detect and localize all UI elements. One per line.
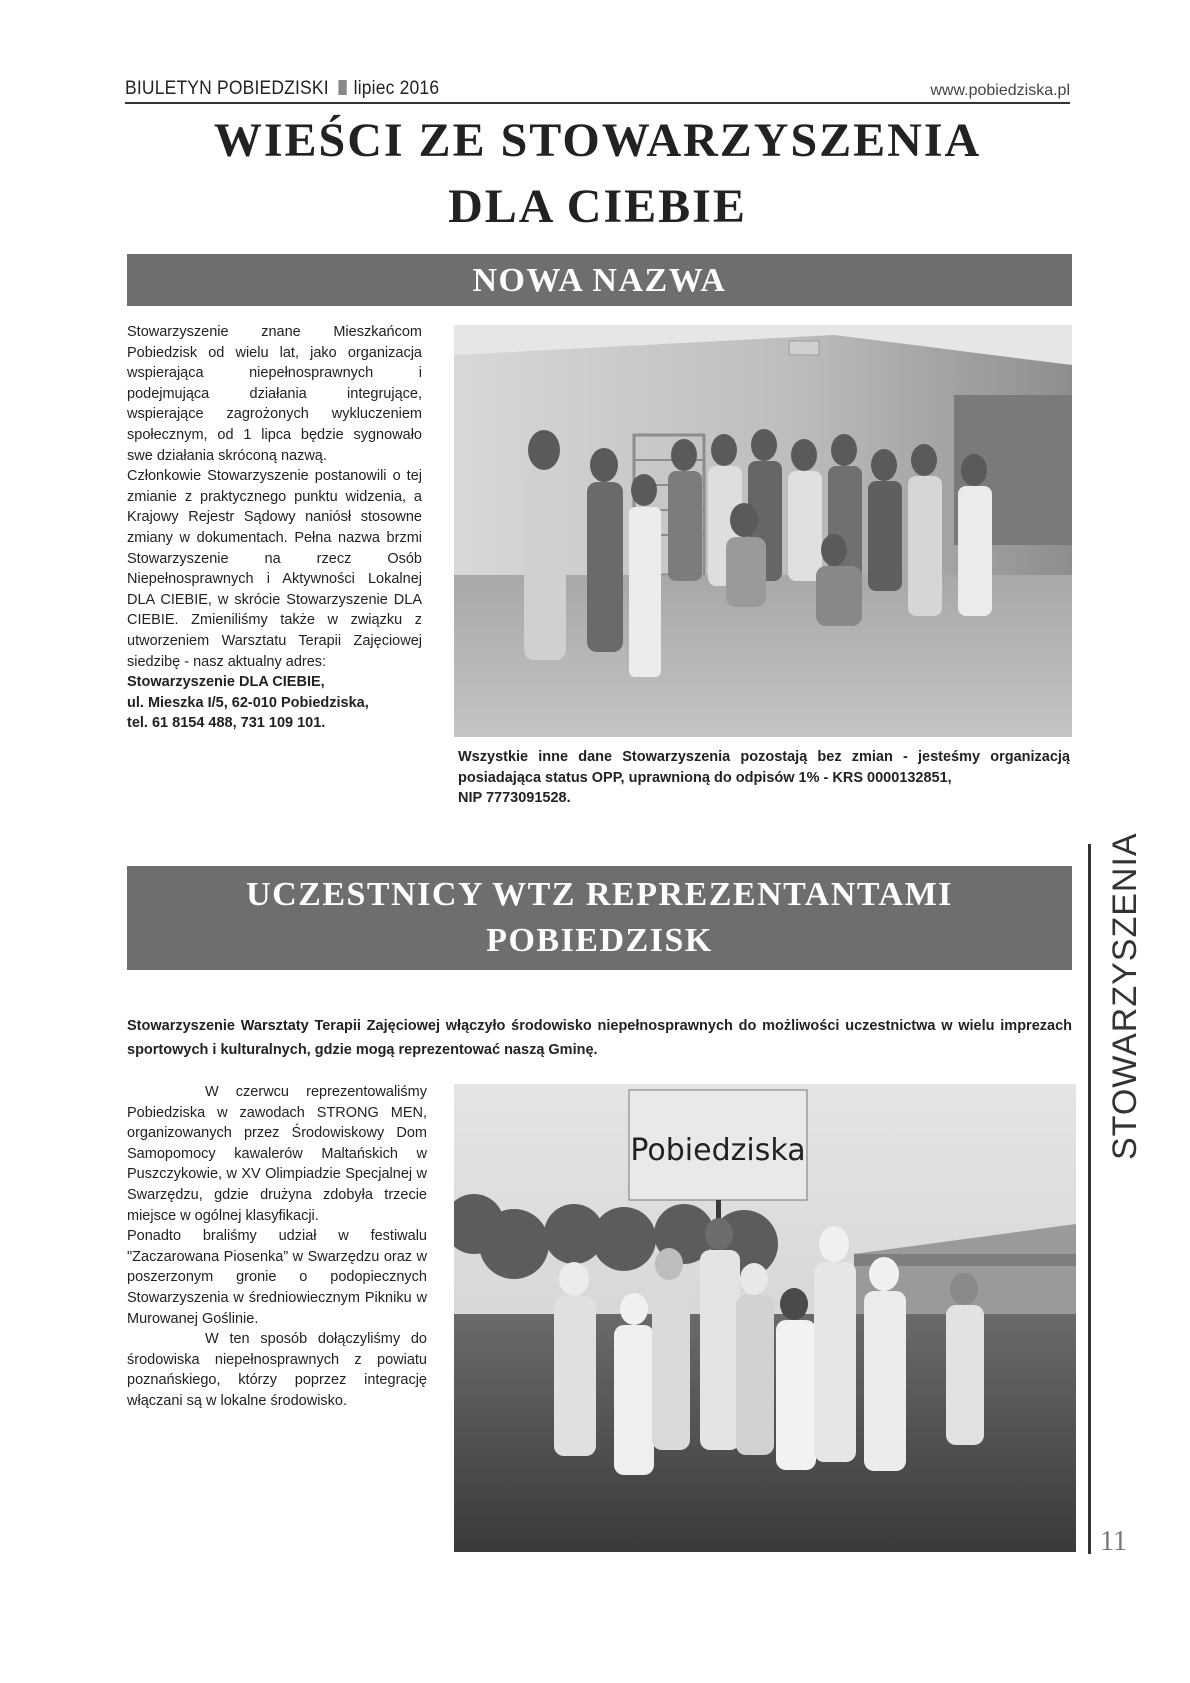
section2-paragraph: W ten sposób dołączyliśmy do środowiska niepełnosprawnych z powiatu poznańskiego, którzy poprzez integrację włączani są w lokalne środowisko.	[127, 1331, 427, 1409]
section2-paragraph: W czerwcu reprezentowaliśmy Pobiedziska w zawodach STRONG MEN, organizowanych przez Środowiskowy Dom Samopomocy kawalerów Maltańskich w Puszczykowie, w XV Olimpiadzie Specjalnej w Swarzędzu, gdzie drużyna zdobyła trzecie miejsce w ogólnej klasyfikacji.	[127, 1084, 427, 1224]
address-line: ul. Mieszka I/5, 62-010 Pobiedziska,	[127, 694, 369, 711]
caption-line: Wszystkie inne dane Stowarzyszenia pozostają bez zmian - jesteśmy organizacją posiadająca status OPP, uprawnioną do odpisów 1% - KRS 0000132851,	[458, 749, 1070, 786]
website-link[interactable]: www.pobiedziska.pl	[930, 82, 1070, 99]
section1-paragraph: Stowarzyszenie znane Mieszkańcom Pobiedzisk od wielu lat, jako organizacja wspierająca niepełnosprawnych i podejmująca działania integrujące, wspierające zagrożonych wykluczeniem społecznym, od 1 lipca będzie sygnowało swe działania skróconą nazwą.	[127, 324, 422, 464]
page-title-line-1: WIEŚCI ZE STOWARZYSZENIA	[213, 114, 982, 167]
section1-body	[127, 322, 422, 734]
photo-caption	[458, 747, 1070, 809]
section2-lead: Stowarzyszenie Warsztaty Terapii Zajęciowej włączyło środowisko niepełnosprawnych do możliwości uczestnictwa w wielu imprezach sportowych i kulturalnych, gdzie mogą reprezentować naszą Gminę.	[127, 1018, 1072, 1058]
section2-paragraph: Ponadto braliśmy udział w festiwalu "Zaczarowana Piosenka” w Swarzędzu oraz w poszerzonym gronie o podopiecznych Stowarzyszenia w średniowiecznym Pikniku w Murowanej Goślinie.	[127, 1228, 427, 1327]
group-photo-indoor	[454, 325, 1072, 737]
team-photo-outdoor	[454, 1084, 1076, 1552]
address-line: Stowarzyszenie DLA CIEBIE,	[127, 674, 325, 691]
side-section-label: STOWARZYSZENIA	[1106, 832, 1144, 1160]
page-title	[125, 108, 1070, 240]
page-number: 11	[1100, 1526, 1127, 1557]
sign-text: Pobiedziska	[630, 1133, 806, 1168]
group-photo-indoor-image	[454, 325, 1072, 737]
section1-paragraph: Członkowie Stowarzyszenie postanowili o tej zmianie z praktycznego punktu widzenia, a Krajowy Rejestr Sądowy naniósł stosowne zmiany w dokumentach. Pełna nazwa brzmi Stowarzyszenie na rzecz Osób Niepełnosprawnych i Aktywności Lokalnej DLA CIEBIE, w skrócie Stowarzyszenie DLA CIEBIE. Zmieniliśmy także w związku z utworzeniem Warsztatu Terapii Zajęciowej siedzibę - nasz aktualny adres:	[127, 468, 422, 670]
section2-heading-line-1: UCZESTNICY WTZ REPREZENTANTAMI	[246, 876, 953, 913]
section2-body	[127, 1082, 427, 1412]
publication-issue	[125, 78, 439, 100]
caption-line: NIP 7773091528.	[458, 790, 571, 806]
issue-date: lipiec 2016	[353, 78, 440, 99]
running-header	[125, 76, 1070, 104]
section2-heading-line-2: POBIEDZISK	[486, 922, 713, 959]
separator-square-icon	[338, 80, 346, 95]
section-heading-uczestnicy-wtz	[127, 866, 1072, 970]
publication-name: BIULETYN POBIEDZISKI	[125, 78, 329, 99]
page-title-line-2: DLA CIEBIE	[448, 180, 747, 233]
team-photo-outdoor-image	[454, 1084, 1076, 1552]
section-heading-nowa-nazwa: NOWA NAZWA	[127, 254, 1072, 306]
address-line: tel. 61 8154 488, 731 109 101.	[127, 715, 326, 732]
side-divider	[1088, 844, 1091, 1554]
